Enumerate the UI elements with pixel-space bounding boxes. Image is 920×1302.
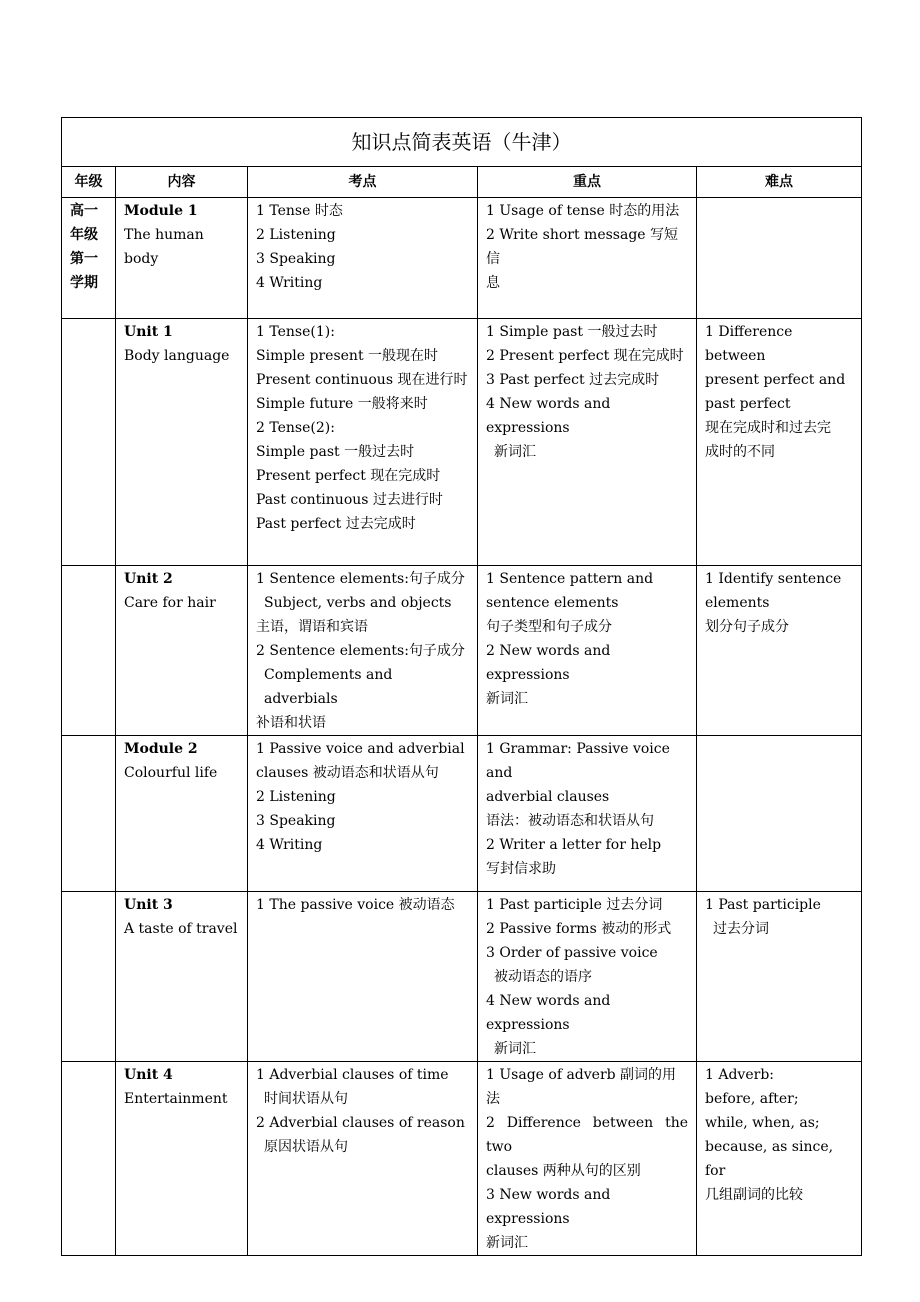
content-title: Unit 3	[124, 897, 173, 913]
key-point: 新词汇	[486, 691, 528, 707]
content-subtitle: The human body	[124, 227, 204, 267]
exam-point: 1 Sentence elements:句子成分	[256, 571, 465, 587]
key-point: 4 New words and expressions	[486, 396, 611, 436]
exam-points-cell	[248, 1062, 478, 1256]
key-points-cell	[478, 892, 697, 1062]
key-point: 新词汇	[494, 1041, 536, 1057]
header-row	[62, 167, 862, 198]
difficult-point: 成时的不同	[705, 444, 775, 460]
grade-cell	[62, 566, 116, 736]
key-point: 3 New words and expressions	[486, 1187, 611, 1227]
exam-point: Simple past 一般过去时	[256, 444, 415, 460]
difficult-point: 几组副词的比较	[705, 1187, 803, 1203]
grade-cell	[62, 198, 116, 319]
content-cell	[116, 319, 248, 566]
key-point: 被动语态的语序	[494, 969, 592, 985]
exam-point: Present continuous 现在进行时	[256, 372, 468, 388]
table-row	[62, 892, 862, 1062]
difficult-point: because, as since, for	[705, 1139, 834, 1179]
difficult-points-cell	[697, 1062, 862, 1256]
key-point: 新词汇	[494, 444, 536, 460]
header-difficult-points: 难点	[697, 167, 862, 198]
difficult-point: 1 Identify sentence	[705, 571, 842, 587]
exam-point: 3 Speaking	[256, 813, 336, 829]
exam-point: 1 Tense(1):	[256, 324, 335, 340]
difficult-point: while, when, as;	[705, 1115, 820, 1131]
key-point: 2 Passive forms 被动的形式	[486, 921, 672, 937]
difficult-point: 1 Difference between	[705, 324, 793, 364]
key-points-cell	[478, 198, 697, 319]
exam-point: Past continuous 过去进行时	[256, 492, 443, 508]
content-title: Unit 2	[124, 571, 173, 587]
content-title: Unit 1	[124, 324, 173, 340]
table-row	[62, 198, 862, 319]
key-point: adverbial clauses	[486, 789, 610, 805]
key-point: 句子类型和句子成分	[486, 619, 612, 635]
exam-point: Simple future 一般将来时	[256, 396, 428, 412]
grade-cell	[62, 736, 116, 892]
key-point: clauses 两种从句的区别	[486, 1163, 641, 1179]
table-row	[62, 319, 862, 566]
key-point: 2 New words and expressions	[486, 643, 611, 683]
grade-line: 学期	[70, 275, 98, 291]
header-content: 内容	[116, 167, 248, 198]
exam-point: 1 Tense 时态	[256, 203, 343, 219]
table-row	[62, 736, 862, 892]
content-cell	[116, 198, 248, 319]
content-cell	[116, 566, 248, 736]
exam-point: 1 Passive voice and adverbial	[256, 741, 465, 757]
exam-point: Past perfect 过去完成时	[256, 516, 416, 532]
key-points-cell	[478, 1062, 697, 1256]
content-title: Unit 4	[124, 1067, 173, 1083]
key-point: 写封信求助	[486, 861, 556, 877]
difficult-point: 现在完成时和过去完	[705, 420, 831, 436]
key-point: 4 New words and expressions	[486, 993, 611, 1033]
exam-point: 4 Writing	[256, 275, 323, 291]
key-point: 法	[486, 1091, 500, 1107]
key-point: 1 Past participle 过去分词	[486, 897, 663, 913]
key-point: 新词汇	[486, 1235, 528, 1251]
exam-point: 2 Listening	[256, 227, 336, 243]
key-point: 2 Write short message 写短信	[486, 227, 679, 267]
exam-point: 2 Adverbial clauses of reason	[256, 1115, 465, 1131]
key-point: 息	[486, 275, 500, 291]
exam-point: 原因状语从句	[264, 1139, 348, 1155]
difficult-point: before, after;	[705, 1091, 799, 1107]
exam-point: Subject, verbs and objects	[264, 595, 452, 611]
exam-point: 1 Adverbial clauses of time	[256, 1067, 449, 1083]
difficult-point: elements	[705, 595, 770, 611]
content-subtitle: Entertainment	[124, 1091, 228, 1107]
exam-points-cell	[248, 736, 478, 892]
content-cell	[116, 1062, 248, 1256]
content-cell	[116, 892, 248, 1062]
key-point: 2 Writer a letter for help	[486, 837, 662, 853]
grade-line: 年级	[70, 227, 98, 243]
key-points-cell	[478, 736, 697, 892]
exam-points-cell	[248, 566, 478, 736]
key-point: 语法：被动语态和状语从句	[486, 813, 654, 829]
content-title: Module 2	[124, 741, 198, 757]
exam-point: Present perfect 现在完成时	[256, 468, 441, 484]
content-subtitle: Body language	[124, 348, 230, 364]
difficult-point: 1 Adverb:	[705, 1067, 774, 1083]
exam-points-cell	[248, 198, 478, 319]
key-point: 3 Past perfect 过去完成时	[486, 372, 660, 388]
knowledge-table	[61, 117, 862, 1256]
exam-point: 补语和状语	[256, 715, 326, 731]
exam-points-cell	[248, 892, 478, 1062]
exam-point: 2 Sentence elements:句子成分	[256, 643, 465, 659]
key-point: sentence elements	[486, 595, 619, 611]
key-point: 1 Sentence pattern and	[486, 571, 654, 587]
key-point: 1 Usage of tense 时态的用法	[486, 203, 680, 219]
key-point: 3 Order of passive voice	[486, 945, 658, 961]
header-grade: 年级	[62, 167, 116, 198]
exam-point: 主语，谓语和宾语	[256, 619, 368, 635]
grade-line: 第一	[70, 251, 98, 267]
exam-point: 1 The passive voice 被动语态	[256, 897, 455, 913]
key-point: 1 Usage of adverb 副词的用	[486, 1067, 677, 1083]
exam-points-cell	[248, 319, 478, 566]
difficult-points-cell	[697, 892, 862, 1062]
header-exam-points: 考点	[248, 167, 478, 198]
content-title: Module 1	[124, 203, 198, 219]
exam-point: 时间状语从句	[264, 1091, 348, 1107]
table-title: 知识点简表英语（牛津）	[62, 118, 862, 167]
grade-line: 高一	[70, 203, 98, 219]
exam-point: Complements and adverbials	[264, 667, 393, 707]
header-key-points: 重点	[478, 167, 697, 198]
content-subtitle: A taste of travel	[124, 921, 238, 937]
difficult-point: 1 Past participle	[705, 897, 821, 913]
key-point: 2 Difference between the two	[486, 1115, 688, 1155]
difficult-point: 过去分词	[713, 921, 769, 937]
key-point: 1 Simple past 一般过去时	[486, 324, 658, 340]
difficult-point: present perfect and	[705, 372, 846, 388]
exam-point: clauses 被动语态和状语从句	[256, 765, 439, 781]
table-row	[62, 1062, 862, 1256]
grade-cell	[62, 892, 116, 1062]
exam-point: 2 Tense(2):	[256, 420, 335, 436]
key-points-cell	[478, 566, 697, 736]
key-points-cell	[478, 319, 697, 566]
grade-cell	[62, 319, 116, 566]
exam-point: 2 Listening	[256, 789, 336, 805]
difficult-point: 划分句子成分	[705, 619, 789, 635]
content-subtitle: Care for hair	[124, 595, 216, 611]
difficult-points-cell	[697, 319, 862, 566]
exam-point: 3 Speaking	[256, 251, 336, 267]
content-subtitle: Colourful life	[124, 765, 218, 781]
content-cell	[116, 736, 248, 892]
grade-cell	[62, 1062, 116, 1256]
key-point: 2 Present perfect 现在完成时	[486, 348, 684, 364]
key-point: 1 Grammar: Passive voice and	[486, 741, 670, 781]
difficult-points-cell	[697, 566, 862, 736]
difficult-point: past perfect	[705, 396, 791, 412]
table-row	[62, 566, 862, 736]
difficult-points-cell	[697, 736, 862, 892]
difficult-points-cell	[697, 198, 862, 319]
exam-point: 4 Writing	[256, 837, 323, 853]
exam-point: Simple present 一般现在时	[256, 348, 439, 364]
